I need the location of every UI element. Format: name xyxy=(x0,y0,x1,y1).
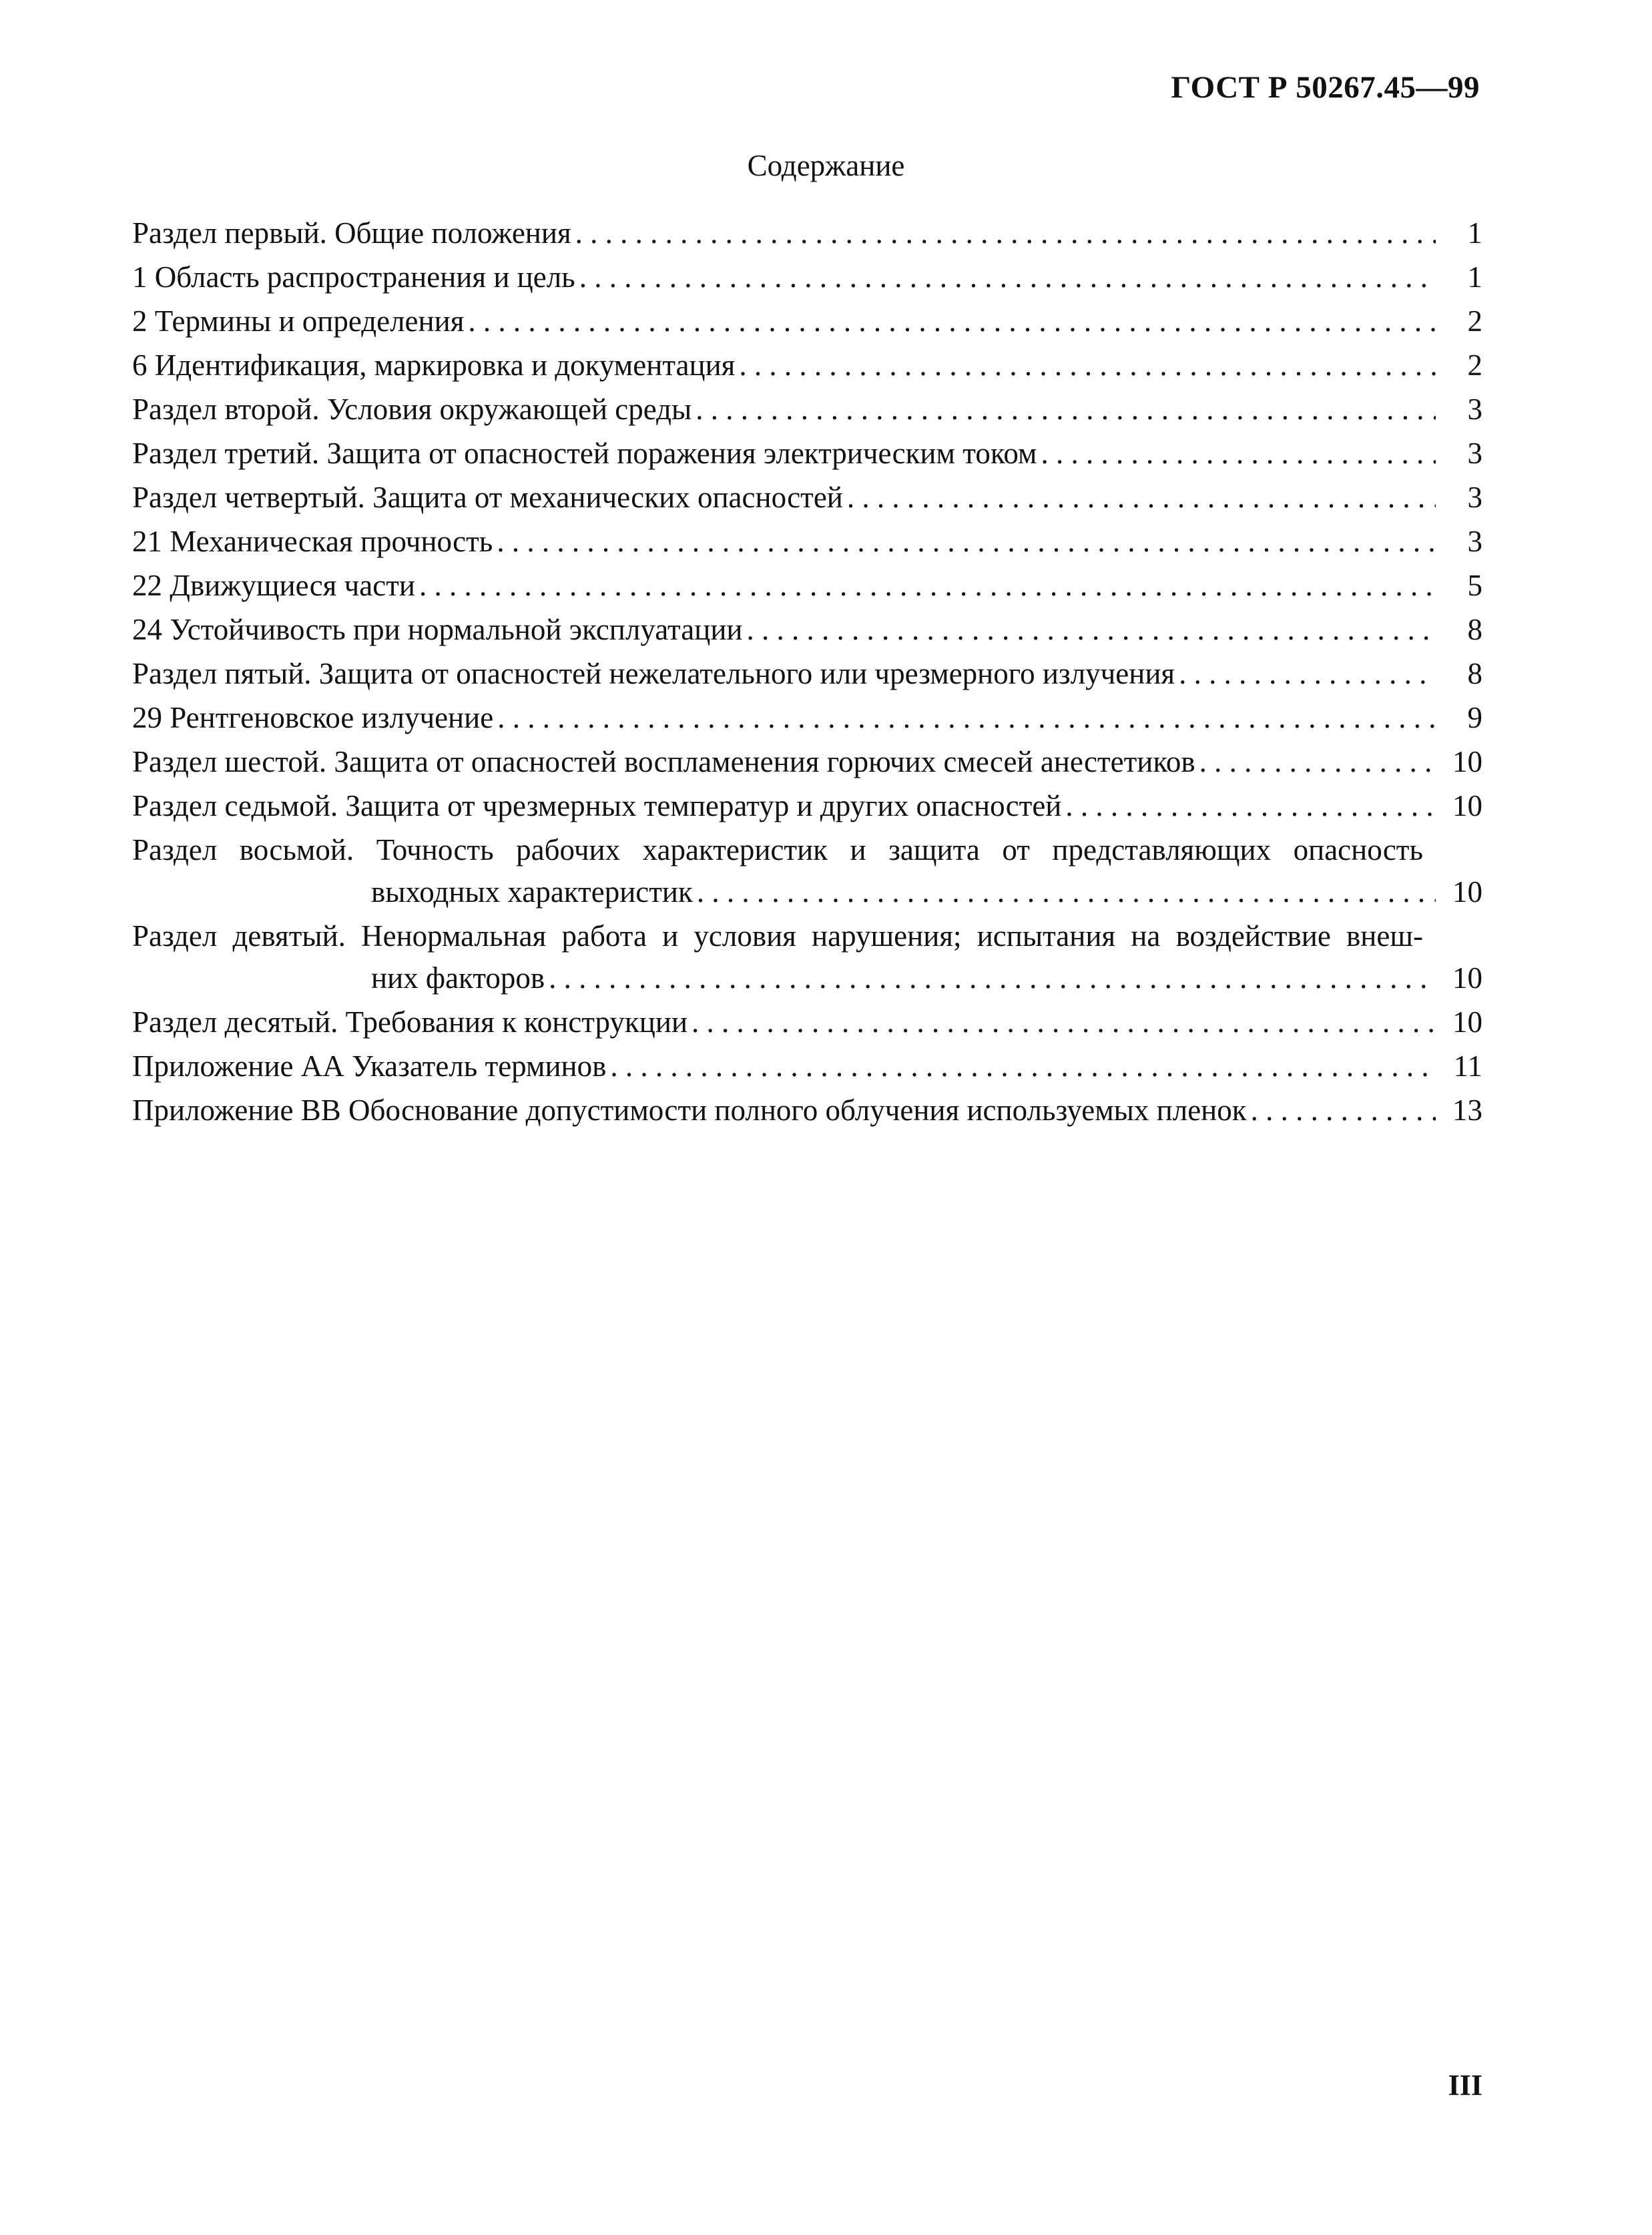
toc-entry-title: Раздел второй. Условия окружающей среды xyxy=(132,393,692,426)
toc-entry-page: 1 xyxy=(1467,216,1482,250)
dot-leader xyxy=(693,871,1436,913)
toc-entry-page: 5 xyxy=(1467,569,1482,602)
toc-entry-title: 2 Термины и определения xyxy=(132,304,465,338)
toc-entry-page: 2 xyxy=(1467,348,1482,382)
toc-entry-page: 10 xyxy=(1452,789,1482,822)
toc-entry-title: 29 Рентгеновское излучение xyxy=(132,701,494,734)
toc-entry-page: 3 xyxy=(1467,481,1482,514)
toc-entry-page: 10 xyxy=(1452,1005,1482,1039)
toc-entry-page: 2 xyxy=(1467,304,1482,338)
dot-leader xyxy=(415,565,1436,607)
toc-entry-title: Приложение ВВ Обоснование допустимости полного облучения используемых пленок xyxy=(132,1093,1247,1127)
toc-entry-page: 13 xyxy=(1452,1093,1482,1127)
dot-leader xyxy=(493,697,1436,739)
toc-entry[interactable] xyxy=(132,433,1482,475)
toc-entry-title: 22 Движущиеся части xyxy=(132,569,415,602)
dot-leader xyxy=(742,609,1436,651)
dot-leader xyxy=(606,1045,1436,1087)
dot-leader xyxy=(735,344,1436,387)
toc-entry[interactable] xyxy=(132,1089,1482,1132)
toc-entry-title: Раздел четвертый. Защита от механических опасностей xyxy=(132,481,843,514)
toc-entry-title: Раздел десятый. Требования к конструкции xyxy=(132,1005,688,1039)
toc-entry-title: 24 Устойчивость при нормальной эксплуатации xyxy=(132,613,743,646)
toc-entry[interactable] xyxy=(132,256,1482,298)
toc-entry[interactable] xyxy=(132,653,1482,695)
toc-entry-page: 8 xyxy=(1467,657,1482,690)
dot-leader xyxy=(1195,741,1436,783)
toc-entry-title: Раздел третий. Защита от опасностей поражения электрическим током xyxy=(132,437,1037,470)
toc-entry-page: 3 xyxy=(1467,437,1482,470)
page-number: III xyxy=(1448,2069,1482,2101)
toc-entry-title: Раздел восьмой. Точность рабочих характеристик и защита от представляющих опасность xyxy=(132,833,1423,866)
toc-entry-title: Раздел пятый. Защита от опасностей нежелательного или чрезмерного излучения xyxy=(132,657,1175,690)
toc-entry-page: 10 xyxy=(1452,961,1482,995)
toc-entry[interactable] xyxy=(132,477,1482,519)
dot-leader xyxy=(692,389,1436,431)
toc-entry-title: Раздел первый. Общие положения xyxy=(132,216,571,250)
toc-entry[interactable] xyxy=(132,344,1482,387)
toc-entry[interactable] xyxy=(132,609,1482,651)
table-of-contents xyxy=(132,212,1482,1132)
toc-entry[interactable] xyxy=(132,1001,1482,1043)
dot-leader xyxy=(1061,785,1436,827)
dot-leader xyxy=(493,521,1436,563)
toc-entry-title: Раздел девятый. Ненормальная работа и условия нарушения; испытания на воздействие внеш- xyxy=(132,919,1423,953)
toc-entry[interactable] xyxy=(132,565,1482,607)
dot-leader xyxy=(687,1001,1436,1043)
toc-entry-title: 6 Идентификация, маркировка и документация xyxy=(132,348,736,382)
toc-entry-page: 10 xyxy=(1452,745,1482,778)
toc-entry-title: Раздел седьмой. Защита от чрезмерных температур и других опасностей xyxy=(132,789,1062,822)
dot-leader xyxy=(575,256,1436,298)
dot-leader xyxy=(1247,1089,1436,1132)
toc-entry-page: 11 xyxy=(1453,1049,1482,1083)
toc-entry-title-continuation: выходных характеристик xyxy=(371,875,693,909)
toc-entry-page: 3 xyxy=(1467,393,1482,426)
toc-entry-title: 21 Механическая прочность xyxy=(132,525,493,558)
toc-entry-title: Раздел шестой. Защита от опасностей воспламенения горючих смесей анестетиков xyxy=(132,745,1195,778)
dot-leader xyxy=(464,300,1436,342)
toc-entry-title: 1 Область распространения и цель xyxy=(132,260,575,294)
toc-title: Содержание xyxy=(747,149,905,182)
toc-entry[interactable] xyxy=(132,300,1482,342)
toc-entry[interactable] xyxy=(132,697,1482,739)
toc-entry[interactable] xyxy=(132,521,1482,563)
dot-leader xyxy=(1037,433,1436,475)
toc-entry-page: 9 xyxy=(1467,701,1482,734)
toc-entry-page: 8 xyxy=(1467,613,1482,646)
toc-entry[interactable] xyxy=(132,1045,1482,1087)
toc-entry[interactable] xyxy=(132,212,1482,254)
toc-entry[interactable] xyxy=(132,389,1482,431)
dot-leader xyxy=(1175,653,1436,695)
toc-entry-title: Приложение АА Указатель терминов xyxy=(132,1049,607,1083)
toc-entry[interactable] xyxy=(132,741,1482,783)
document-code: ГОСТ Р 50267.45—99 xyxy=(1171,70,1480,105)
toc-entry-page: 3 xyxy=(1467,525,1482,558)
dot-leader xyxy=(571,212,1436,254)
dot-leader xyxy=(843,477,1436,519)
toc-entry-title-continuation: них факторов xyxy=(371,961,545,995)
toc-entry[interactable] xyxy=(132,829,1482,913)
toc-entry-page: 10 xyxy=(1452,875,1482,909)
dot-leader xyxy=(545,957,1436,999)
toc-entry[interactable] xyxy=(132,785,1482,827)
toc-entry-page: 1 xyxy=(1467,260,1482,294)
toc-entry[interactable] xyxy=(132,915,1482,999)
